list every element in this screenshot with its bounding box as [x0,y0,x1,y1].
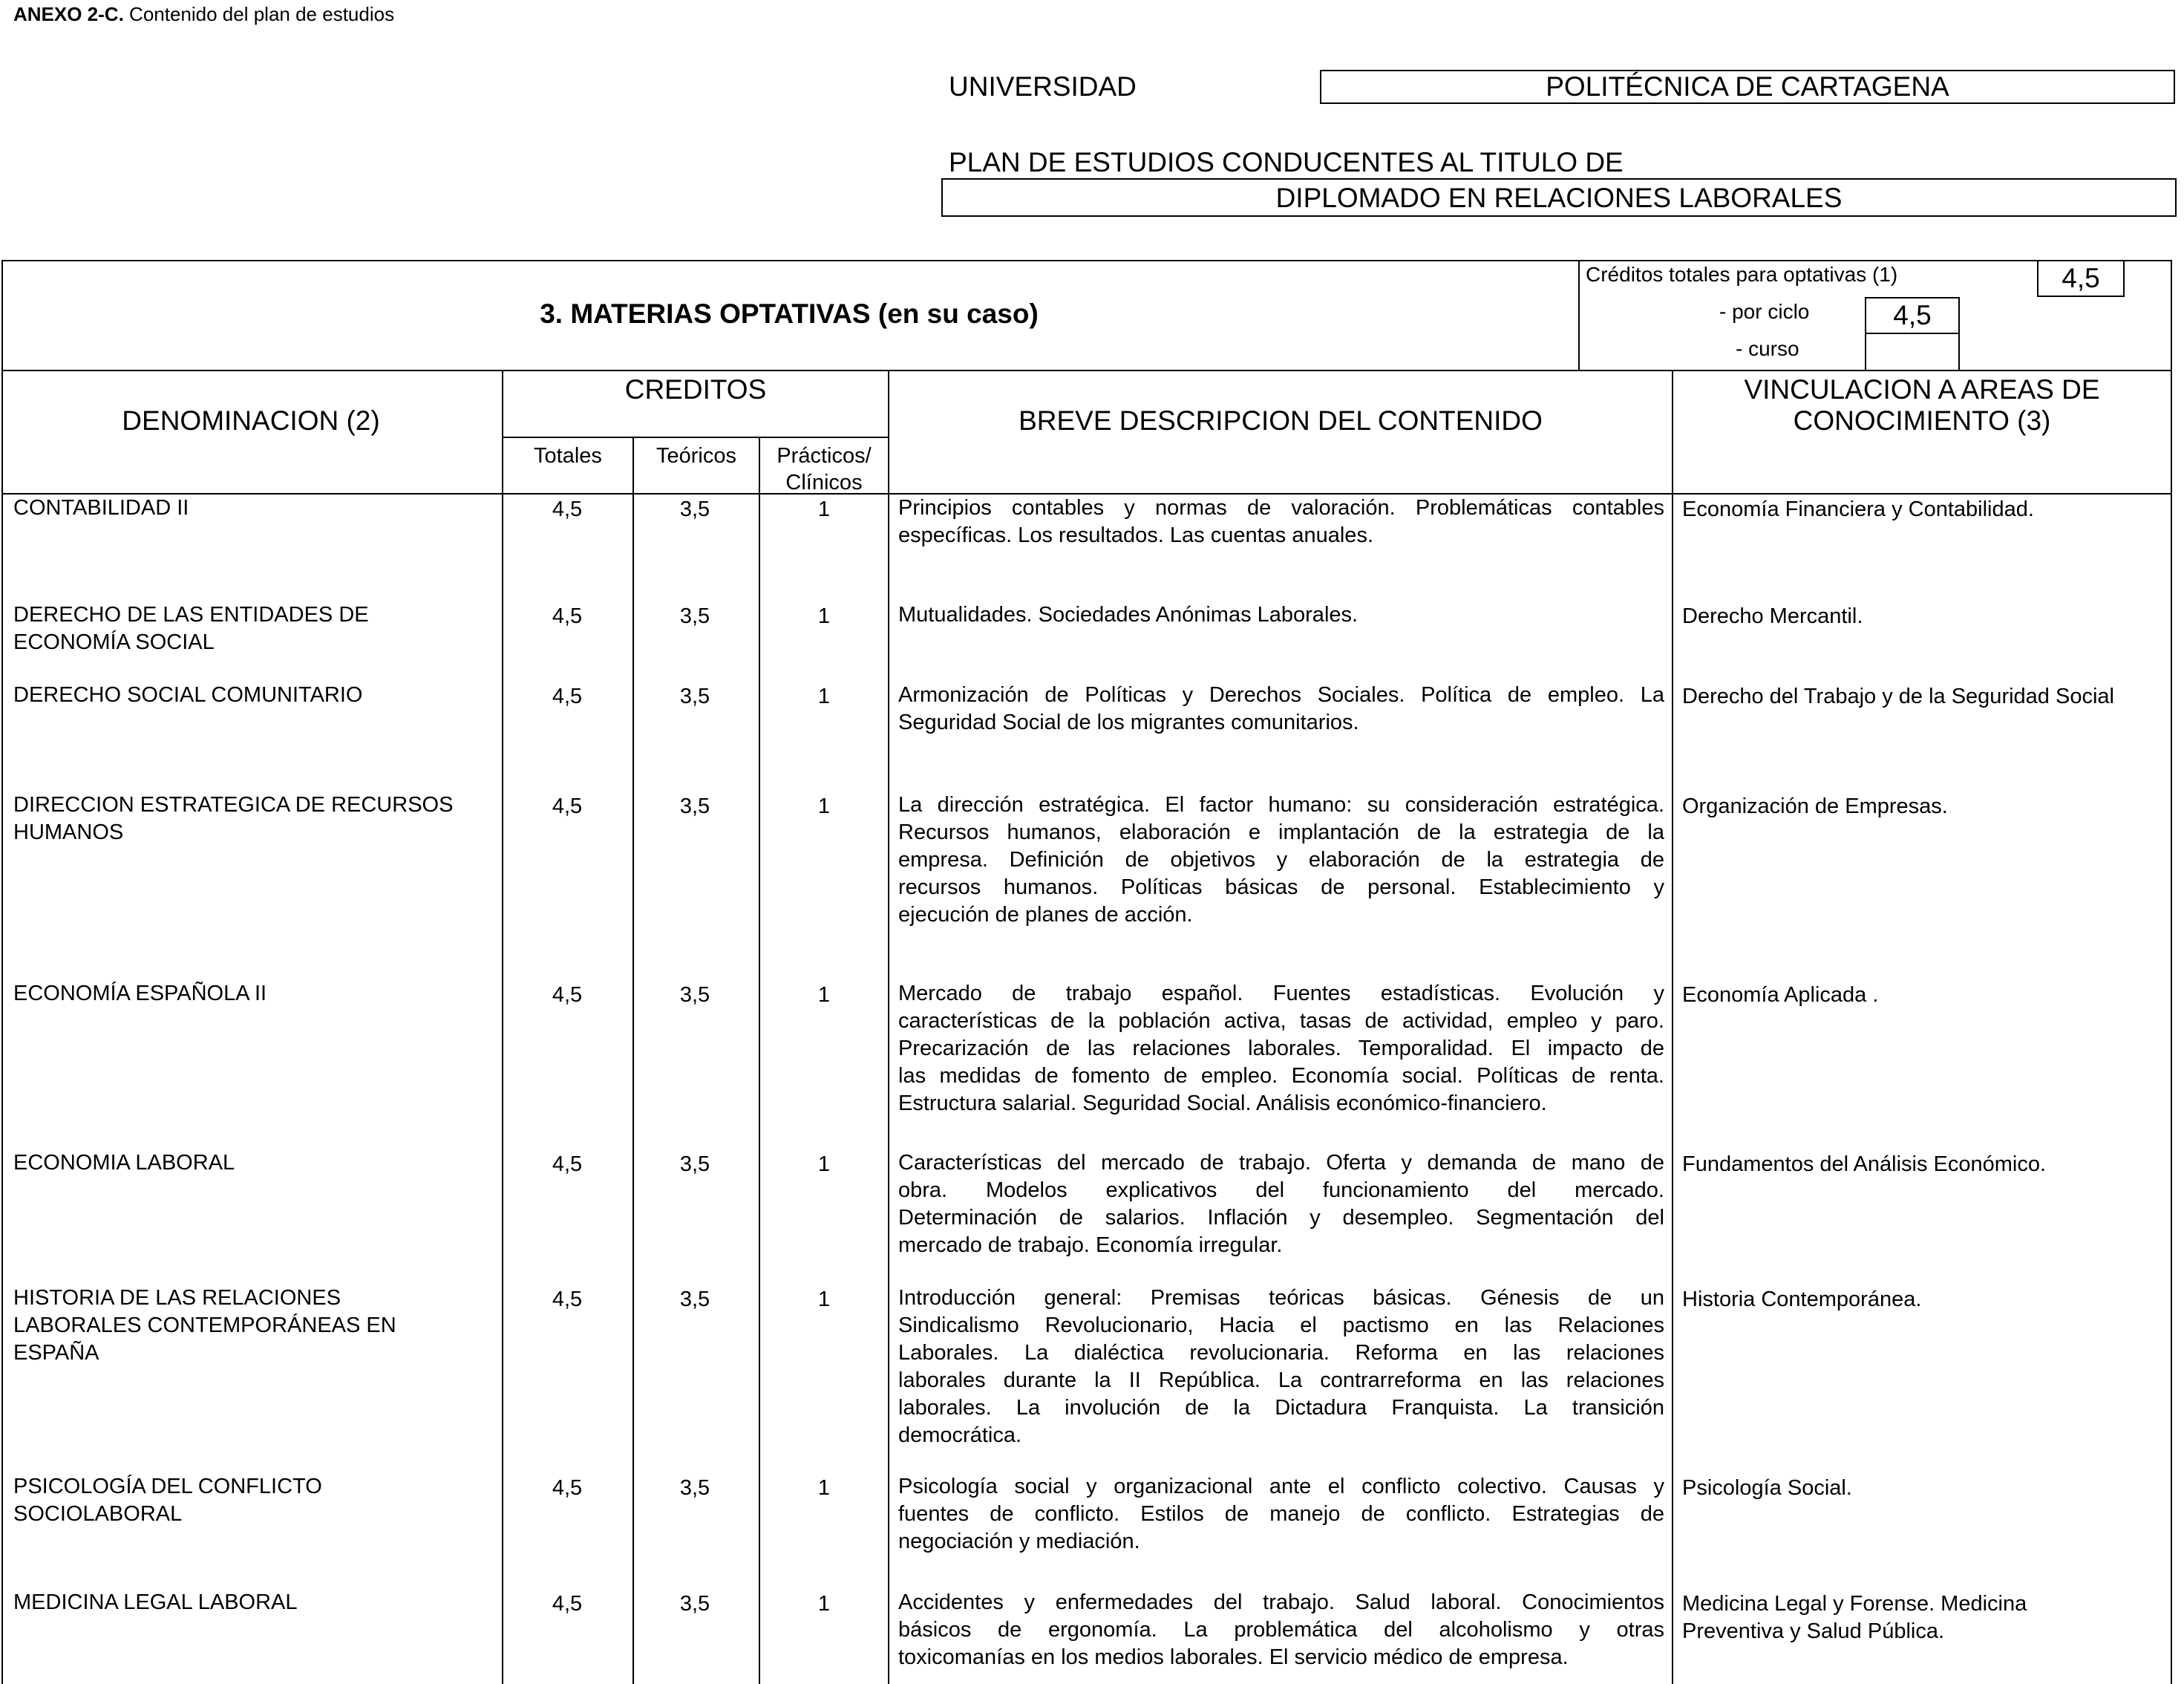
row-vinculacion [1682,1151,2172,1178]
row-denominacion [13,1285,496,1367]
col-vinculacion-line1: VINCULACION A AREAS DE [1744,374,2100,405]
universidad-box [1320,70,2175,104]
denominacion-line: CONTABILIDAD II [13,496,189,520]
row-denominacion [13,792,496,846]
row-totales: 4,5 [552,604,583,628]
row-practicos: 1 [817,497,831,521]
universidad-label: UNIVERSIDAD [949,71,1137,102]
descripcion-line: básicos de ergonomía. La problemática del alcoholismo y otras [898,1618,1664,1642]
row-vinculacion [1682,793,2172,820]
col-teoricos: Teóricos [656,444,736,468]
descripcion-line: características de la población activa, tasas de actividad, empleo y paro. [898,1009,1664,1033]
plan-label: PLAN DE ESTUDIOS CONDUCENTES AL TITULO DE [949,147,1624,177]
row-totales: 4,5 [552,685,583,708]
col-practicos-line1: Prácticos/ [777,444,872,468]
descripcion-line: Accidentes y enfermedades del trabajo. Salud laboral. Conocimientos [898,1590,1664,1614]
row-totales: 4,5 [552,983,583,1007]
row-totales: 4,5 [552,794,583,818]
descripcion-line: Sindicalismo Revolucionario, Hacia el pactismo en las Relaciones [898,1313,1664,1337]
row-teoricos: 3,5 [679,1592,710,1616]
descripcion-line: recursos humanos. Políticas básicas de personal. Establecimiento y [898,875,1664,899]
creditos-totales-label: Créditos totales para optativas (1) [1586,263,1898,286]
descripcion-line: Mutualidades. Sociedades Anónimas Laborales. [898,603,1359,627]
denominacion-line: PSICOLOGÍA DEL CONFLICTO [13,1475,322,1498]
universidad-value: POLITÉCNICA DE CARTAGENA [1546,71,1949,102]
descripcion-line: Estructura salarial. Seguridad Social. Análisis económico-financiero. [898,1091,1547,1115]
denominacion-line: HISTORIA DE LAS RELACIONES [13,1286,341,1310]
row-denominacion [13,980,496,1008]
row-denominacion [13,495,496,522]
col-practicos [759,443,889,496]
descripcion-line: Mercado de trabajo español. Fuentes estadísticas. Evolución y [898,982,1664,1005]
row-totales: 4,5 [552,1592,583,1616]
descripcion-line: Recursos humanos, elaboración e implantación de la estrategia de la [898,820,1664,844]
row-practicos: 1 [817,794,831,818]
creditos-totales-box [2037,261,2125,297]
vinculacion-line: Medicina Legal y Forense. Medicina [1682,1592,2027,1616]
row-vinculacion [1682,683,2172,711]
descripcion-line: Introducción general: Premisas teóricas básicas. Génesis de un [898,1286,1664,1310]
row-teoricos: 3,5 [679,685,710,708]
row-descripcion [898,1149,1664,1259]
descripcion-line: las medidas de fomento de empleo. Economía social. Políticas de renta. [898,1064,1664,1088]
denominacion-line: HUMANOS [13,820,124,844]
por-ciclo-label: - por ciclo [1719,300,1810,323]
row-teoricos: 3,5 [679,983,710,1007]
row-practicos: 1 [817,1288,831,1311]
vinculacion-line: Economía Aplicada . [1682,983,1879,1007]
annex-heading [13,3,394,26]
row-denominacion [13,601,496,656]
descripcion-line: mercado de trabajo. Economía irregular. [898,1233,1283,1257]
table-row [0,1149,2184,1257]
row-descripcion [898,792,1664,929]
vinculacion-line: Derecho del Trabajo y de la Seguridad Social [1682,685,2114,708]
table-row [0,980,2184,1115]
row-vinculacion [1682,1475,2172,1502]
descripcion-line: La dirección estratégica. El factor humano: su consideración estratégica. [898,793,1664,817]
col-practicos-line2: Clínicos [785,471,863,495]
annex-subtitle: Contenido del plan de estudios [123,3,395,25]
row-denominacion [13,1473,496,1528]
descripcion-line: laborales durante la II República. La contrarreforma en las relaciones [898,1368,1664,1392]
col-totales: Totales [534,444,602,468]
col-vinculacion-line2: CONOCIMIENTO (3) [1793,405,2051,436]
row-descripcion [898,1473,1664,1556]
row-teoricos: 3,5 [679,1152,710,1176]
row-descripcion [898,1589,1664,1671]
row-practicos: 1 [817,1152,831,1176]
descripcion-line: específicas. Los resultados. Las cuentas anuales. [898,523,1373,547]
vinculacion-line: Economía Financiera y Contabilidad. [1682,497,2034,521]
denominacion-line: MEDICINA LEGAL LABORAL [13,1590,298,1614]
creditos-totales-value: 4,5 [2062,263,2100,293]
descripcion-line: fuentes de conflicto. Estilos de manejo de conflicto. Estrategias de [898,1502,1664,1526]
col-creditos: CREDITOS [624,374,767,405]
row-teoricos: 3,5 [679,1288,710,1311]
row-practicos: 1 [817,1592,831,1616]
row-teoricos: 3,5 [679,497,710,521]
row-vinculacion [1682,603,2172,630]
row-teoricos: 3,5 [679,1476,710,1500]
table-row [0,601,2184,654]
descripcion-line: Psicología social y organizacional ante el conflicto colectivo. Causas y [898,1475,1664,1498]
col-descripcion: BREVE DESCRIPCION DEL CONTENIDO [1019,405,1543,436]
row-totales: 4,5 [552,497,583,521]
section-title: 3. MATERIAS OPTATIVAS (en su caso) [540,298,1039,329]
descripcion-line: toxicomanías en los medios laborales. El servicio médico de empresa. [898,1645,1569,1669]
row-denominacion [13,1149,496,1177]
row-descripcion [898,495,1664,549]
titulo-box [941,178,2177,217]
descripcion-line: empresa. Definición de objetivos y elaboración de la estrategia de [898,848,1664,872]
row-vinculacion [1682,1590,2172,1645]
denominacion-line: DIRECCION ESTRATEGICA DE RECURSOS [13,793,454,817]
row-practicos: 1 [817,685,831,708]
table-frame [1,260,2172,1684]
vinculacion-line: Derecho Mercantil. [1682,604,1863,628]
row-teoricos: 3,5 [679,604,710,628]
row-descripcion [898,980,1664,1117]
por-ciclo-box [1865,297,1960,334]
denominacion-line: ECONOMÍA ESPAÑOLA II [13,982,267,1005]
descripcion-line: negociación y mediación. [898,1530,1140,1553]
vinculacion-line: Preventiva y Salud Pública. [1682,1619,1945,1643]
row-practicos: 1 [817,1476,831,1500]
vinculacion-line: Historia Contemporánea. [1682,1288,1922,1311]
row-totales: 4,5 [552,1288,583,1311]
descripcion-line: Armonización de Políticas y Derechos Sociales. Política de empleo. La [898,683,1664,707]
descripcion-line: Principios contables y normas de valoración. Problemáticas contables [898,496,1664,520]
denominacion-line: ESPAÑA [13,1341,99,1365]
descripcion-line: Precarización de las relaciones laborales. Temporalidad. El impacto de [898,1037,1664,1060]
denominacion-line: ECONOMIA LABORAL [13,1151,235,1175]
descripcion-line: ejecución de planes de acción. [898,903,1193,927]
descripcion-line: Laborales. La dialéctica revolucionaria. Reforma en las relaciones [898,1341,1664,1365]
descripcion-line: Determinación de salarios. Inflación y desempleo. Segmentación del [898,1206,1664,1230]
table-row [0,1473,2184,1553]
row-teoricos: 3,5 [679,794,710,818]
vinculacion-line: Organización de Empresas. [1682,794,1948,818]
row-descripcion [898,1285,1664,1449]
descripcion-line: obra. Modelos explicativos del funcionamiento del mercado. [898,1178,1664,1202]
row-denominacion [13,682,496,709]
row-denominacion [13,1589,496,1616]
denominacion-line: LABORALES CONTEMPORÁNEAS EN [13,1313,396,1337]
row-totales: 4,5 [552,1152,583,1176]
table-row [0,1589,2184,1669]
row-vinculacion [1682,1286,2172,1313]
descripcion-line: democrática. [898,1423,1022,1447]
row-descripcion [898,601,1664,629]
col-denominacion: DENOMINACION (2) [122,405,380,436]
row-totales: 4,5 [552,1476,583,1500]
denominacion-line: DERECHO SOCIAL COMUNITARIO [13,683,363,707]
row-descripcion [898,682,1664,737]
curso-box [1865,333,1960,371]
curso-label: - curso [1736,337,1799,360]
vinculacion-line: Fundamentos del Análisis Económico. [1682,1152,2047,1176]
row-practicos: 1 [817,983,831,1007]
annex-number: ANEXO 2-C. [13,3,124,25]
denominacion-line: SOCIOLABORAL [13,1502,183,1526]
row-vinculacion [1682,982,2172,1009]
denominacion-line: DERECHO DE LAS ENTIDADES DE [13,603,369,627]
vinculacion-line: Psicología Social. [1682,1476,1852,1500]
row-vinculacion [1682,496,2172,523]
denominacion-line: ECONOMÍA SOCIAL [13,630,215,654]
por-ciclo-value: 4,5 [1893,300,1932,330]
descripcion-line: laborales. La involución de la Dictadura Franquista. La transición [898,1396,1664,1420]
descripcion-line: Seguridad Social de los migrantes comunitarios. [898,711,1359,734]
col-vinculacion [1672,374,2172,437]
titulo-value: DIPLOMADO EN RELACIONES LABORALES [1275,183,1843,213]
descripcion-line: Características del mercado de trabajo. Oferta y demanda de mano de [898,1151,1664,1175]
row-practicos: 1 [817,604,831,628]
